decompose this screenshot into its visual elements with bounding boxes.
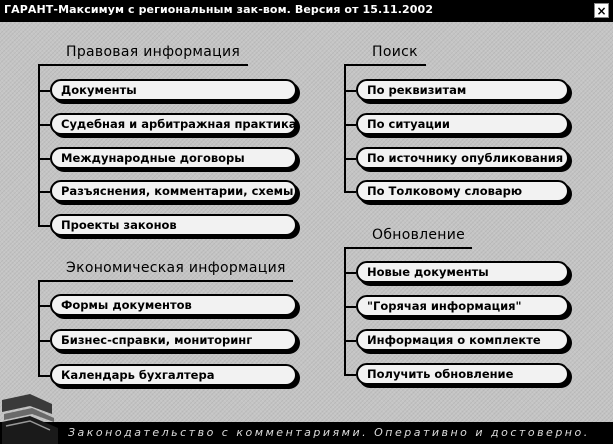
- update-section-title: Обновление: [372, 227, 466, 243]
- legal-connector: [38, 191, 50, 193]
- search-connector: [344, 191, 356, 193]
- legal-connector: [38, 158, 50, 160]
- legal-section-underline: [38, 64, 248, 66]
- close-icon[interactable]: ×: [594, 3, 609, 18]
- economic-connector: [38, 375, 50, 377]
- update-connector: [344, 374, 356, 376]
- search-connector: [344, 90, 356, 92]
- legal-tree-line: [38, 64, 40, 226]
- search-connector: [344, 158, 356, 160]
- update-connector: [344, 340, 356, 342]
- search-item-by-situation[interactable]: По ситуации: [356, 113, 569, 135]
- economic-tree-line: [38, 280, 40, 376]
- search-section-title: Поиск: [372, 44, 418, 60]
- update-tree-line: [344, 247, 346, 375]
- update-section-underline: [344, 247, 472, 249]
- update-item-new-documents[interactable]: Новые документы: [356, 261, 569, 283]
- legal-item-documents[interactable]: Документы: [50, 79, 297, 101]
- legal-item-court-practice[interactable]: Судебная и арбитражная практика: [50, 113, 297, 135]
- search-item-by-publication-source[interactable]: По источнику опубликования: [356, 147, 569, 169]
- search-connector: [344, 124, 356, 126]
- legal-item-international-treaties[interactable]: Международные договоры: [50, 147, 297, 169]
- economic-item-business-reference[interactable]: Бизнес-справки, мониторинг: [50, 329, 297, 351]
- update-connector: [344, 306, 356, 308]
- garant-logo-icon: [0, 392, 60, 444]
- update-item-get-update[interactable]: Получить обновление: [356, 363, 569, 385]
- search-item-by-requisites[interactable]: По реквизитам: [356, 79, 569, 101]
- economic-item-document-forms[interactable]: Формы документов: [50, 294, 297, 316]
- footer-bar: [0, 422, 613, 444]
- search-item-by-dictionary[interactable]: По Толковому словарю: [356, 180, 569, 202]
- economic-item-accountant-calendar[interactable]: Календарь бухгалтера: [50, 364, 297, 386]
- legal-connector: [38, 90, 50, 92]
- legal-connector: [38, 225, 50, 227]
- legal-connector: [38, 124, 50, 126]
- title-bar: [0, 0, 613, 22]
- update-item-package-info[interactable]: Информация о комплекте: [356, 329, 569, 351]
- footer-slogan: Законодательство с комментариями. Оперативно и достоверно.: [68, 426, 590, 439]
- legal-section-title: Правовая информация: [66, 44, 241, 60]
- update-item-hot-information[interactable]: "Горячая информация": [356, 295, 569, 317]
- economic-connector: [38, 340, 50, 342]
- economic-section-title: Экономическая информация: [66, 260, 286, 276]
- search-tree-line: [344, 64, 346, 191]
- legal-item-draft-laws[interactable]: Проекты законов: [50, 214, 297, 236]
- search-section-underline: [344, 64, 426, 66]
- economic-connector: [38, 305, 50, 307]
- window-title: ГАРАНТ-Максимум с региональным зак-вом. Версия от 15.11.2002: [4, 3, 434, 16]
- economic-section-underline: [38, 280, 293, 282]
- update-connector: [344, 272, 356, 274]
- legal-item-explanations[interactable]: Разъяснения, комментарии, схемы: [50, 180, 297, 202]
